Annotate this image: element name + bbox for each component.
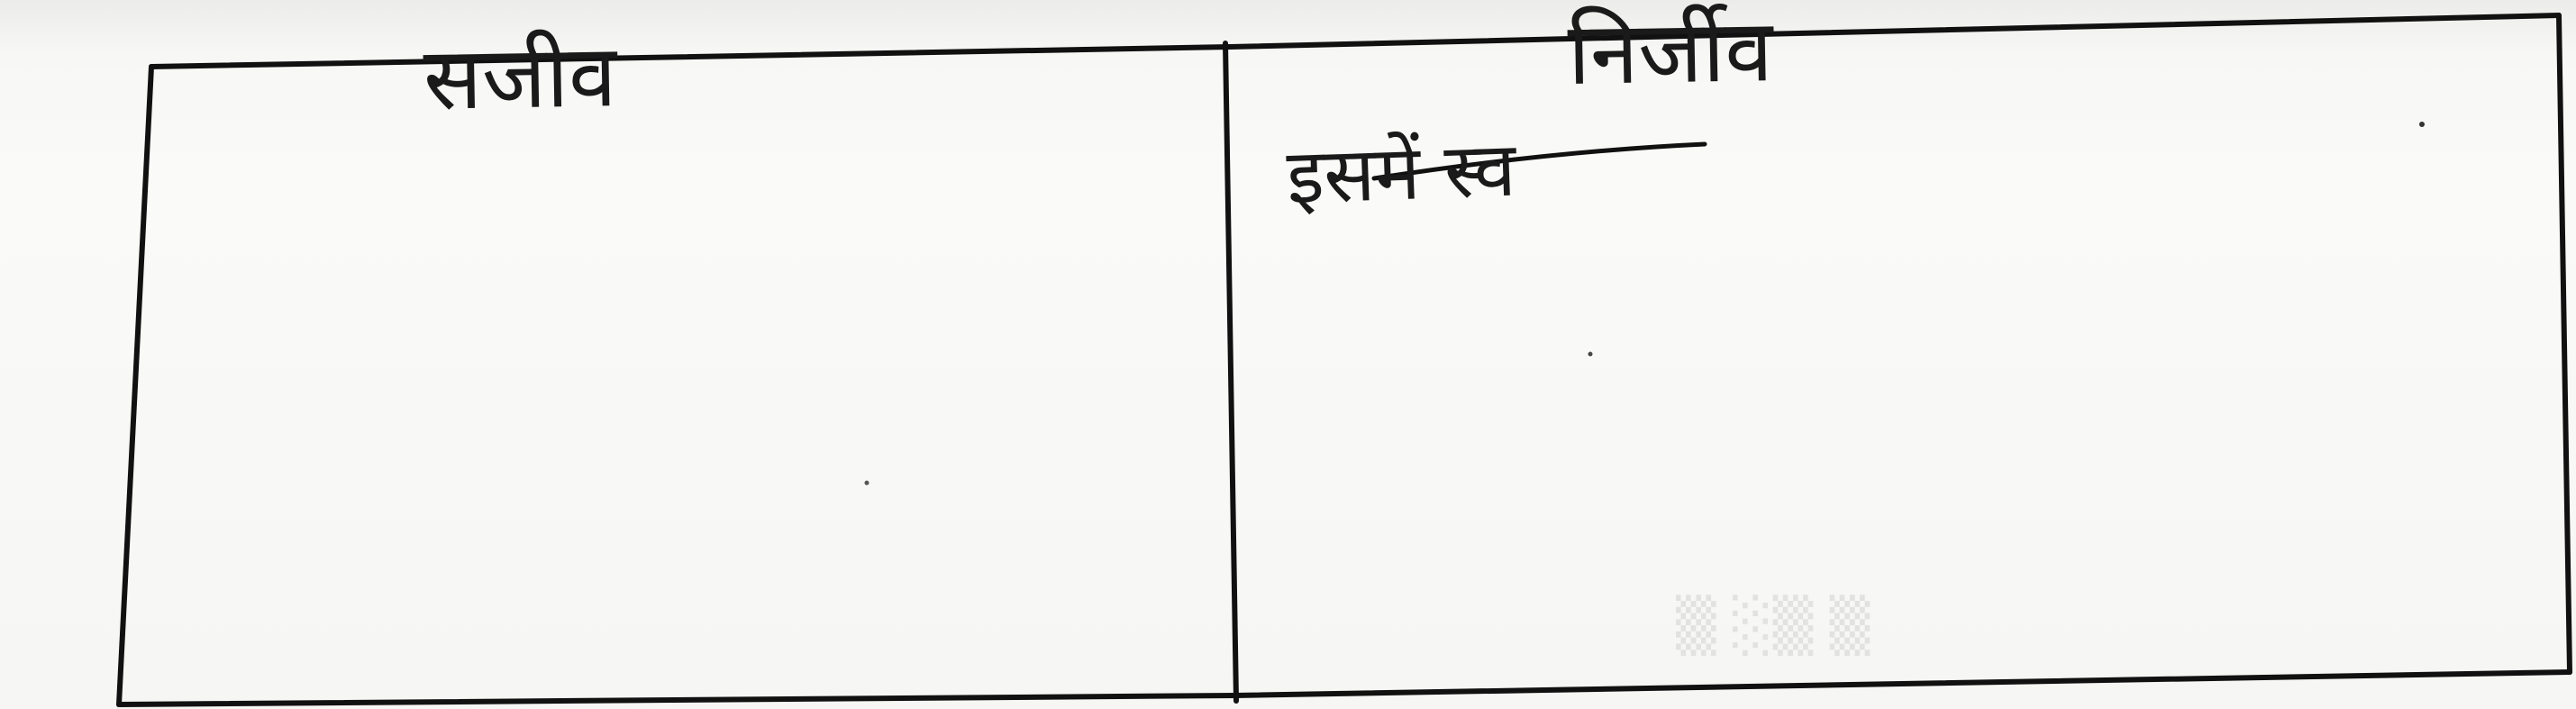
- paper-speck: [865, 481, 869, 486]
- show-through-smudge: ▒ ░▒ ▒: [1676, 595, 1871, 656]
- column-heading-nonliving: निर्जीव: [1567, 0, 1774, 105]
- table-left-border: [119, 67, 151, 704]
- nonliving-cell-note: इसमें स्व: [1285, 124, 1517, 222]
- paper-speck: [1588, 352, 1593, 357]
- paper-speck: [2419, 122, 2425, 127]
- column-heading-living: सजीव: [423, 25, 618, 130]
- table-bottom-border: [119, 672, 2570, 704]
- column-divider: [1225, 43, 1236, 701]
- table-right-border: [2559, 15, 2570, 672]
